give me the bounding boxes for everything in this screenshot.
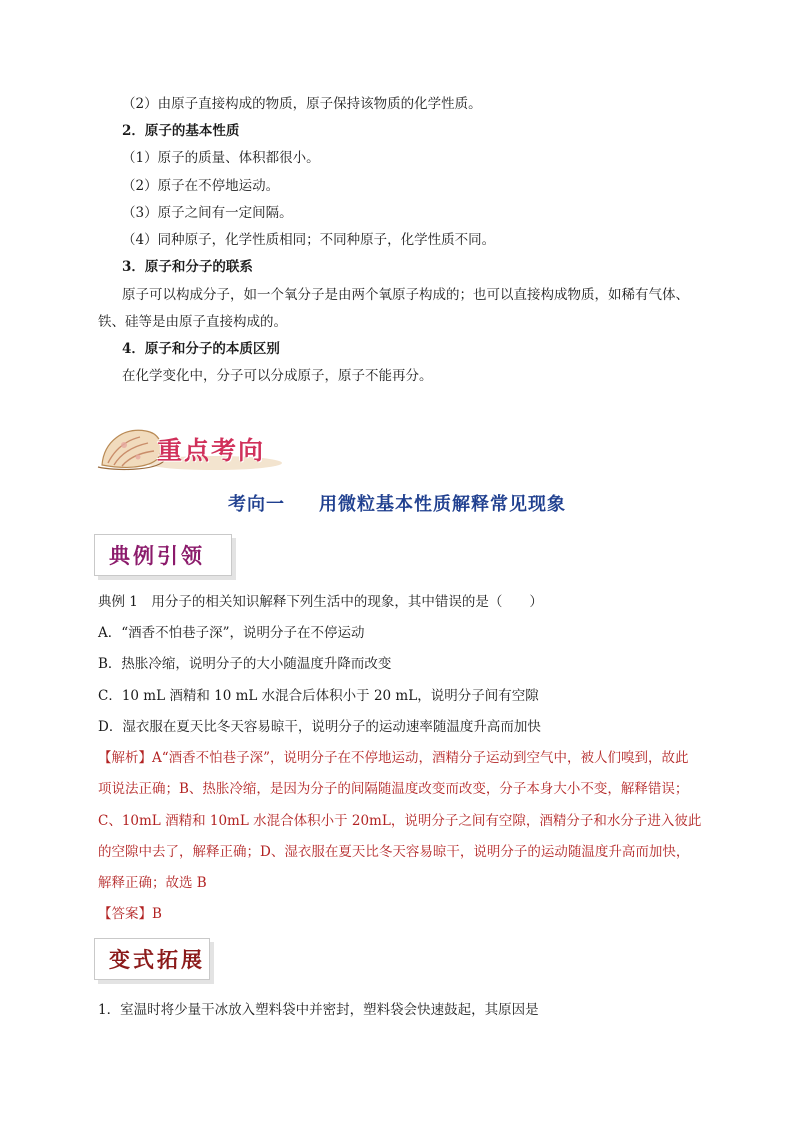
heading-essential-difference: 4．原子和分子的本质区别 bbox=[122, 341, 280, 357]
paragraph-relation-line1: 原子可以构成分子，如一个氧分子是由两个氧原子构成的；也可以直接构成物质，如稀有气体、 bbox=[122, 287, 689, 303]
extension-tag bbox=[94, 938, 210, 980]
paragraph-relation-line2: 铁、硅等是由原子直接构成的。 bbox=[98, 314, 287, 330]
topic-subtitle bbox=[0, 490, 794, 516]
example-tag bbox=[94, 534, 232, 576]
analysis-line1: 【解析】A“酒香不怕巷子深”，说明分子在不停地运动，酒精分子运动到空气中，被人们嗅到，故此 bbox=[98, 750, 689, 766]
option-c: C．10 mL 酒精和 10 mL 水混合后体积小于 20 mL，说明分子间有空隙 bbox=[98, 688, 539, 704]
extension-tag-label: 变式拓展 bbox=[109, 947, 205, 972]
topic-number: 考向一 bbox=[228, 494, 285, 515]
banner-title: 重点考向 bbox=[157, 436, 266, 465]
answer-line: 【答案】B bbox=[98, 906, 162, 922]
paragraph-molecule-property: （2）由原子直接构成的物质，原子保持该物质的化学性质。 bbox=[122, 96, 482, 112]
analysis-line2: 项说法正确；B、热胀冷缩，是因为分子的间隔随温度改变而改变，分子本身大小不变，解释错误； bbox=[98, 781, 689, 797]
heading-atom-molecule-relation: 3．原子和分子的联系 bbox=[122, 259, 253, 275]
paragraph-difference: 在化学变化中，分子可以分成原子，原子不能再分。 bbox=[122, 368, 433, 384]
list-item: （3）原子之间有一定间隔。 bbox=[122, 205, 293, 221]
option-d: D．湿衣服在夏天比冬天容易晾干，说明分子的运动速率随温度升高而加快 bbox=[98, 719, 541, 735]
topic-title: 用微粒基本性质解释常见现象 bbox=[319, 494, 566, 515]
analysis-line3: C、10mL 酒精和 10mL 水混合体积小于 20mL，说明分子之间有空隙，酒精分子和水分子进入彼此 bbox=[98, 813, 702, 829]
example-tag-label: 典例引领 bbox=[109, 543, 205, 568]
example-stem: 典例 1 用分子的相关知识解释下列生活中的现象，其中错误的是（ ） bbox=[98, 594, 543, 610]
option-b: B．热胀冷缩，说明分子的大小随温度升降而改变 bbox=[98, 656, 392, 672]
option-a: A．“酒香不怕巷子深”，说明分子在不停运动 bbox=[98, 625, 365, 641]
analysis-line4: 的空隙中去了，解释正确；D、湿衣服在夏天比冬天容易晾干，说明分子的运动随温度升高而加快， bbox=[98, 844, 690, 860]
list-item: （4）同种原子，化学性质相同；不同种原子，化学性质不同。 bbox=[122, 232, 496, 248]
exercise-question-1: 1．室温时将少量干冰放入塑料袋中并密封，塑料袋会快速鼓起，其原因是 bbox=[98, 1002, 539, 1018]
key-topic-banner bbox=[94, 421, 284, 477]
analysis-line5: 解释正确；故选 B bbox=[98, 875, 207, 891]
list-item: （2）原子在不停地运动。 bbox=[122, 178, 280, 194]
list-item: （1）原子的质量、体积都很小。 bbox=[122, 150, 320, 166]
heading-atom-properties: 2．原子的基本性质 bbox=[122, 123, 240, 139]
